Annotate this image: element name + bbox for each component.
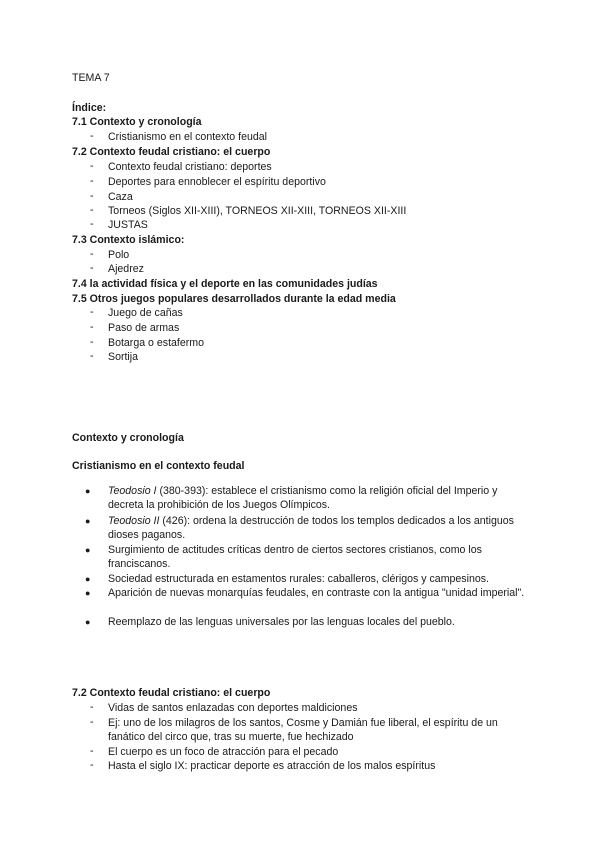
index-heading-7-2: 7.2 Contexto feudal cristiano: el cuerpo [72,146,271,158]
index-item: Caza [108,191,133,203]
bullet-item: Aparición de nuevas monarquías feudales, en contraste con la antigua "unidad imperial". [108,587,525,599]
dash-marker: - [90,218,94,230]
index-heading-7-1: 7.1 Contexto y cronología [72,116,202,128]
doc-title: TEMA 7 [72,72,110,84]
index-heading: Índice: [72,102,107,114]
dash-marker: - [90,350,94,362]
index-item: Polo [108,249,130,261]
dash-marker: - [90,262,94,274]
bullet-item: Sociedad estructurada en estamentos rurales: caballeros, clérigos y campesinos. [108,573,489,585]
section-heading: Contexto y cronología [72,432,184,444]
index-item: Sortija [108,351,139,363]
dash-marker: - [90,175,94,187]
dash-marker: - [90,745,94,757]
list-item: Hasta el siglo IX: practicar deporte es atracción de los malos espíritus [108,760,436,772]
index-heading-7-4: 7.4 la actividad física y el deporte en las comunidades judías [72,278,378,290]
dash-marker: - [90,306,94,318]
bullet-marker: ● [85,516,91,526]
dash-marker: - [90,190,94,202]
index-item: JUSTAS [108,219,148,231]
bullet-item: Teodosio II (426): ordena la destrucción de todos los templos dedicados a los antiguos dioses paganos. [108,515,514,542]
index-item: Deportes para ennoblecer el espíritu deportivo [108,176,326,188]
list-item: Vidas de santos enlazadas con deportes maldiciones [108,702,358,714]
list-item: El cuerpo es un foco de atracción para el pecado [108,746,339,758]
index-item: Ajedrez [108,263,144,275]
bullet-marker: ● [85,486,91,496]
bullet-item: Teodosio I (380-393): establece el cristianismo como la religión oficial del Imperio y decreta la prohibición de los Juegos Olímpicos. [108,485,498,512]
index-item: Botarga o estafermo [108,337,204,349]
index-heading-7-3: 7.3 Contexto islámico: [72,234,185,246]
index-item: Paso de armas [108,322,180,334]
dash-marker: - [90,204,94,216]
dash-marker: - [90,759,94,771]
dash-marker: - [90,321,94,333]
bullet-marker: ● [85,574,91,584]
dash-marker: - [90,248,94,260]
section-heading: 7.2 Contexto feudal cristiano: el cuerpo [72,687,271,699]
index-item: Contexto feudal cristiano: deportes [108,161,272,173]
bullet-marker: ● [85,617,91,627]
dash-marker: - [90,336,94,348]
section-subheading: Cristianismo en el contexto feudal [72,460,245,472]
index-heading-7-5: 7.5 Otros juegos populares desarrollados durante la edad media [72,293,396,305]
dash-marker: - [90,160,94,172]
index-item: Juego de cañas [108,307,183,319]
bullet-item: Reemplazo de las lenguas universales por las lenguas locales del pueblo. [108,616,455,628]
dash-marker: - [90,716,94,728]
index-item: Torneos (Siglos XII-XIII), TORNEOS XII-XIII, TORNEOS XII-XIII [108,205,407,217]
dash-marker: - [90,130,94,142]
index-item: Cristianismo en el contexto feudal [108,131,267,143]
bullet-marker: ● [85,545,91,555]
list-item: Ej: uno de los milagros de los santos, Cosme y Damián fue liberal, el espíritu de un fanático del circo que, tras su muerte, fue hechizado [108,717,498,744]
dash-marker: - [90,701,94,713]
bullet-item: Surgimiento de actitudes críticas dentro de ciertos sectores cristianos, como los franciscanos. [108,544,482,571]
bullet-marker: ● [85,588,91,598]
